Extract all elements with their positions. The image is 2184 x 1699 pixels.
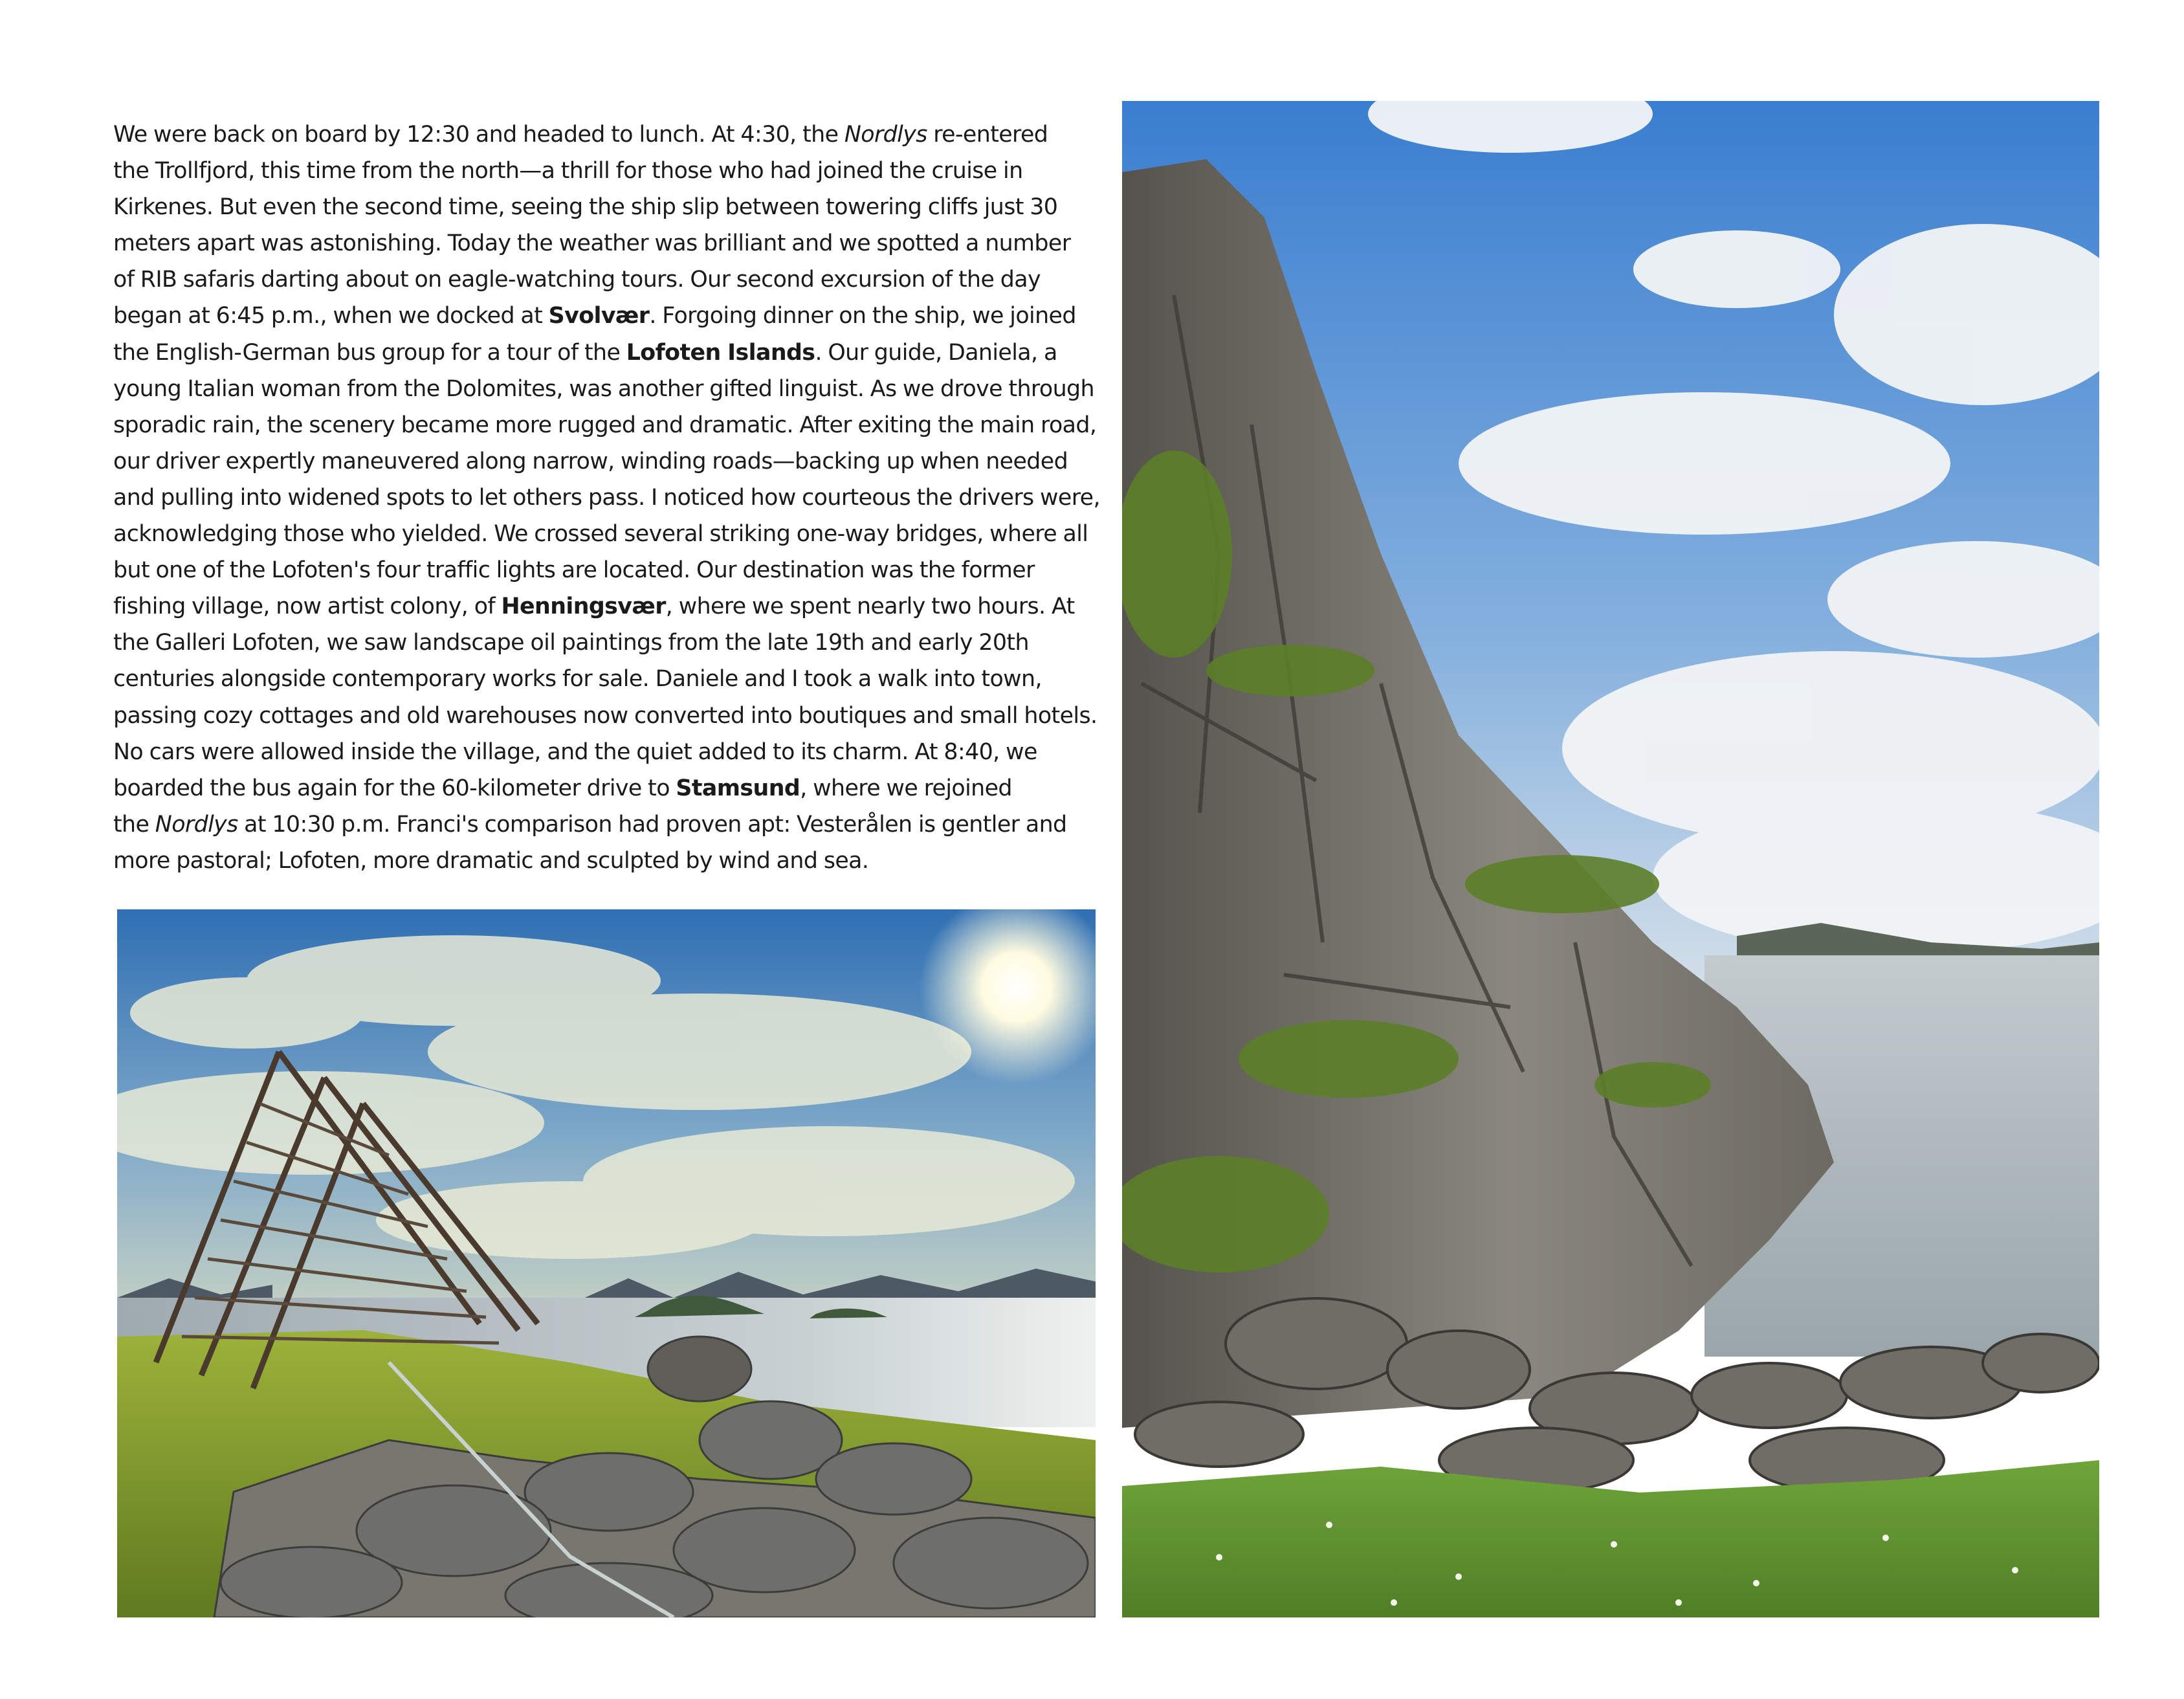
text-run: fishing village, now artist colony, of — [113, 594, 502, 620]
text-line — [113, 371, 1097, 407]
text-line — [113, 806, 1097, 843]
text-run: We were back on board by 12:30 and headed to lunch. At 4:30, the — [113, 122, 844, 148]
text-run: the Galleri Lofoten, we saw landscape oil paintings from the late 19th and early 20th — [113, 630, 1029, 656]
text-line — [113, 335, 1097, 371]
text-run: centuries alongside contemporary works for sale. Daniele and I took a walk into town, — [113, 666, 1042, 693]
text-run: re-entered — [927, 122, 1048, 148]
article-text — [113, 117, 1100, 879]
text-line — [113, 552, 1097, 588]
text-run: the — [113, 811, 155, 838]
text-run: acknowledging those who yielded. We crossed several striking one-way bridges, where all — [113, 521, 1088, 548]
text-line — [113, 189, 1097, 225]
text-line — [113, 298, 1097, 334]
ship-name: Nordlys — [844, 122, 927, 148]
text-run: began at 6:45 p.m., when we docked at — [113, 303, 549, 329]
text-line — [113, 117, 1097, 153]
text-line — [113, 407, 1097, 443]
article-paragraph — [113, 117, 1100, 879]
text-line — [113, 843, 1097, 879]
text-run: at 10:30 p.m. Franci's comparison had proven apt: Vesterålen is gentler and — [237, 811, 1067, 838]
text-run: boarded the bus again for the 60-kilometer drive to — [113, 775, 676, 801]
place-name: Lofoten Islands — [626, 339, 815, 366]
place-name: Svolvær — [548, 303, 650, 329]
granite-cliff-photo — [1122, 101, 2099, 1617]
text-run: but one of the Lofoten's four traffic lights are located. Our destination was the former — [113, 557, 1035, 584]
text-line — [113, 443, 1097, 480]
text-run: young Italian woman from the Dolomites, was another gifted linguist. As we drove through — [113, 375, 1094, 402]
text-line — [113, 261, 1097, 298]
text-line — [113, 698, 1097, 734]
granite-cliff-illustration — [1122, 101, 2099, 1617]
text-line — [113, 734, 1097, 770]
fish-drying-racks-photo — [117, 909, 1096, 1617]
text-line — [113, 661, 1097, 697]
text-run: the Trollfjord, this time from the north—a thrill for those who had joined the cruise in — [113, 158, 1023, 184]
text-line — [113, 516, 1097, 552]
text-run: of RIB safaris darting about on eagle-watching tours. Our second excursion of the day — [113, 267, 1041, 293]
text-line — [113, 588, 1097, 625]
text-run: , where we spent nearly two hours. At — [665, 594, 1075, 620]
ship-name: Nordlys — [155, 811, 238, 838]
place-name: Stamsund — [676, 775, 800, 801]
text-line — [113, 770, 1097, 806]
text-run: . Our guide, Daniela, a — [815, 339, 1057, 366]
fish-drying-racks-illustration — [117, 909, 1096, 1617]
text-run: passing cozy cottages and old warehouses now converted into boutiques and small hotels. — [113, 702, 1098, 729]
text-run: , where we rejoined — [800, 775, 1012, 801]
text-run: Kirkenes. But even the second time, seeing the ship slip between towering cliffs just 30 — [113, 194, 1058, 221]
text-line — [113, 225, 1097, 261]
text-run: No cars were allowed inside the village, and the quiet added to its charm. At 8:40, we — [113, 738, 1037, 765]
text-run: more pastoral; Lofoten, more dramatic and sculpted by wind and sea. — [113, 847, 869, 874]
text-run: the English-German bus group for a tour of the — [113, 339, 626, 366]
text-run: meters apart was astonishing. Today the weather was brilliant and we spotted a number — [113, 230, 1071, 257]
grass-meadow — [1122, 1460, 2099, 1617]
text-run: and pulling into widened spots to let others pass. I noticed how courteous the drivers were, — [113, 484, 1100, 511]
text-run: sporadic rain, the scenery became more rugged and dramatic. After exiting the main road, — [113, 412, 1097, 438]
text-line — [113, 153, 1097, 189]
text-line — [113, 480, 1100, 516]
text-line — [113, 625, 1097, 661]
text-run: . Forgoing dinner on the ship, we joined — [649, 303, 1076, 329]
text-run: our driver expertly maneuvered along narrow, winding roads—backing up when needed — [113, 448, 1068, 474]
place-name: Henningsvær — [501, 594, 666, 620]
